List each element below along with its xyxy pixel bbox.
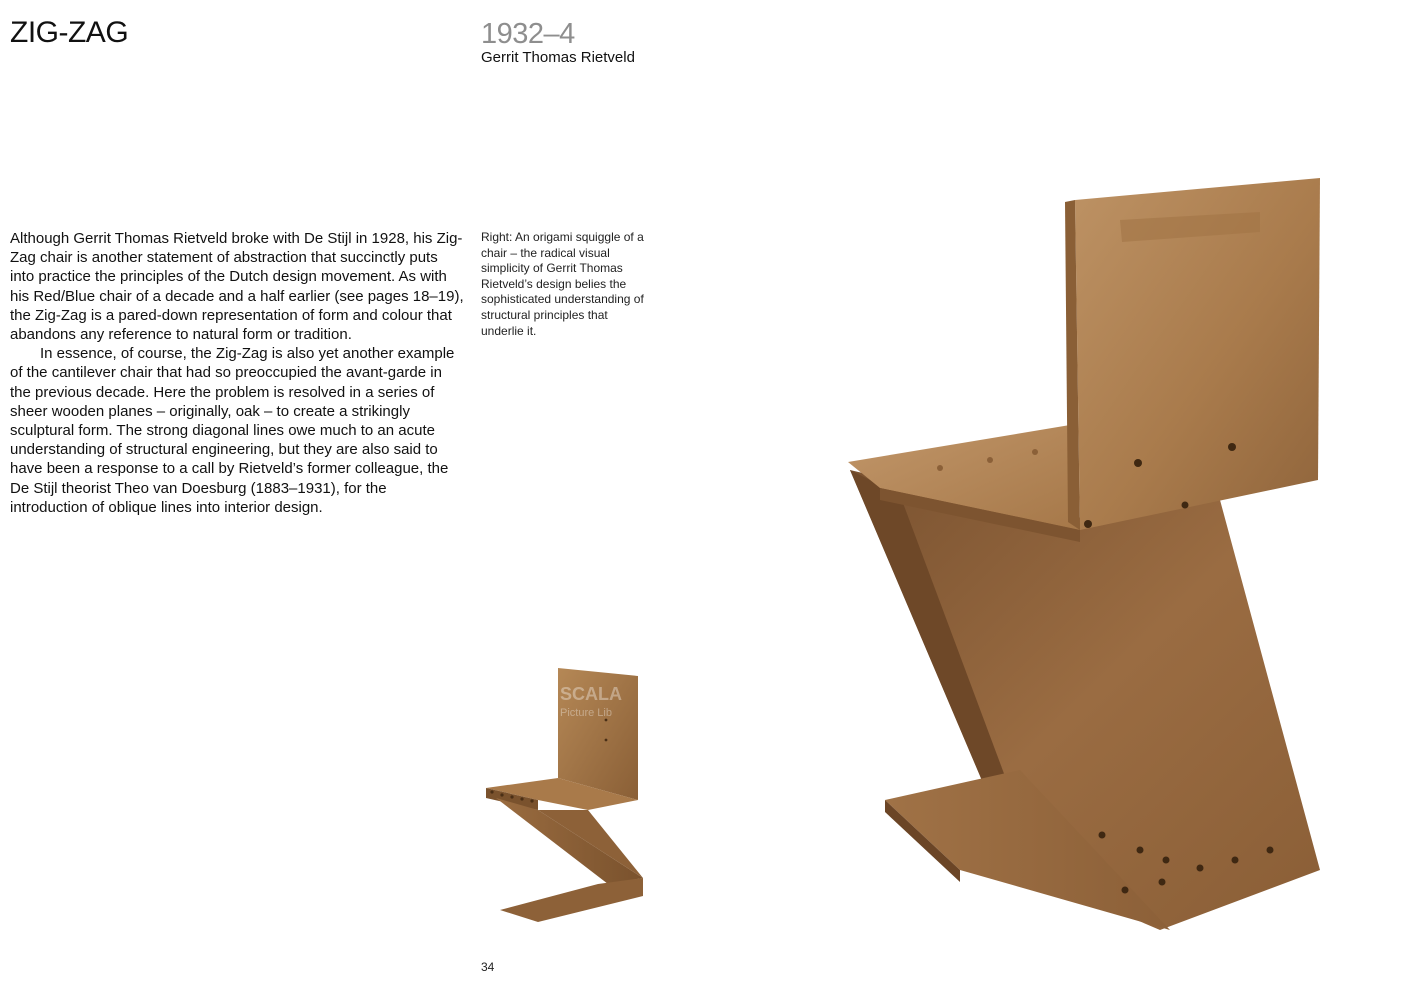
designer-name: Gerrit Thomas Rietveld	[481, 49, 635, 66]
body-text	[10, 229, 465, 517]
page-title: ZIG-ZAG	[10, 16, 129, 49]
large-chair-photo	[840, 170, 1330, 935]
body-paragraph: Although Gerrit Thomas Rietveld broke with De Stijl in 1928, his Zig-Zag chair is another statement of abstraction that succinctly puts into practice the principles of the Dutch design movement. As with his Red/Blue chair of a decade and a half earlier (see pages 18–19), the Zig-Zag is a pared-down representation of form and colour that abandons any reference to natural form or tradition.	[10, 230, 464, 344]
chair-base	[500, 878, 643, 922]
body-paragraph: In essence, of course, the Zig-Zag is also yet another example of the cantilever chair that had so preoccupied the avant-garde in the previous decade. Here the problem is resolved in a series of sheer wooden planes – originally, oak – to create a strikingly sculptural form. The strong diagonal lines owe much to an acute understanding of structural engineering, but they are also said to have been a response to a call by Rietveld’s former colleague, the De Stijl theorist Theo van Doesburg (1883–1931), for the introduction of oblique lines into interior design.	[10, 345, 455, 516]
small-chair-photo	[478, 660, 653, 935]
page-number: 34	[481, 960, 495, 974]
watermark-subtext: Picture Lib	[560, 707, 612, 719]
design-year: 1932–4	[481, 18, 575, 50]
image-caption: Right: An origami squiggle of a chair – the radical visual simplicity of Gerrit Thomas Rietveld’s design belies the sophisticated understanding of structural principles that underlie it.	[481, 230, 644, 338]
watermark-text: SCALA	[560, 684, 622, 704]
